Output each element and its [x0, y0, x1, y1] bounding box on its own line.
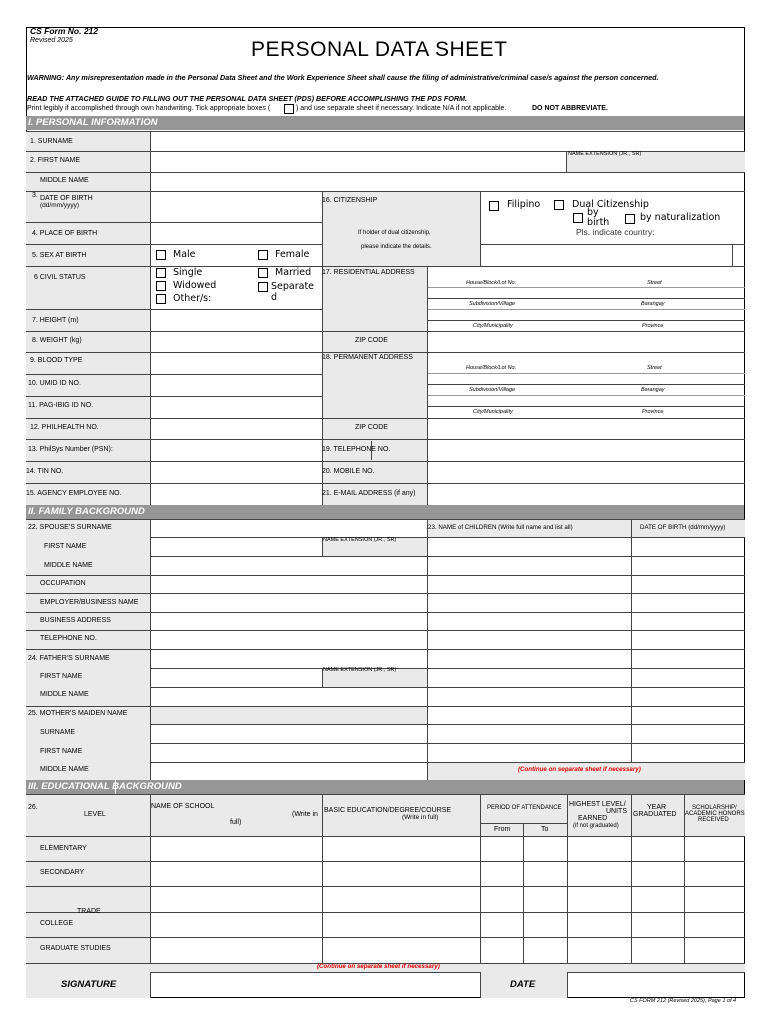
label-highest-a: HIGHEST LEVEL/ — [569, 801, 626, 808]
civil-married-label: Married — [275, 267, 312, 278]
label-place-of-birth: 4. PLACE OF BIRTH — [32, 230, 98, 237]
label-mobile: 20. MOBILE NO. — [322, 468, 375, 475]
label-school-note-b: full) — [230, 819, 242, 826]
citizenship-dual-checkbox[interactable] — [554, 200, 564, 210]
label-employer: EMPLOYER/BUSINESS NAME — [40, 599, 139, 606]
label-secondary: SECONDARY — [40, 869, 85, 876]
label-surname: 1. SURNAME — [30, 138, 73, 145]
perm-subdivision-label: Subdivision/Village — [469, 387, 516, 393]
rule-v — [322, 191, 323, 505]
label-from: From — [494, 826, 511, 833]
citizenship-naturalization-label: by naturalization — [640, 212, 721, 223]
civil-others-label: Other/s: — [173, 293, 212, 304]
label-honors-b: ACADEMIC HONORS — [685, 811, 745, 817]
label-course-note: (Write in full) — [402, 814, 439, 821]
civil-single-checkbox[interactable] — [156, 268, 166, 278]
civil-others-checkbox[interactable] — [156, 294, 166, 304]
label-mother-first-name: FIRST NAME — [40, 748, 83, 755]
country-clip — [570, 227, 670, 237]
label-year-b: GRADUATED — [633, 811, 677, 818]
citizenship-note-2: please indicate the details. — [361, 244, 432, 250]
address-subline — [427, 384, 745, 385]
label-weight: 8. WEIGHT (kg) — [32, 337, 82, 344]
rule — [26, 309, 322, 310]
civil-widowed-label: Widowed — [173, 280, 217, 291]
rule — [26, 937, 745, 938]
label-period: PERIOD OF ATTENDANCE — [487, 805, 562, 811]
label-school-note-a: (Write in — [292, 811, 318, 818]
label-permanent-address: 18. PERMANENT ADDRESS — [322, 354, 413, 361]
label-father-middle-name: MIDDLE NAME — [40, 691, 89, 698]
civil-status-divider — [222, 266, 322, 267]
civil-separated-clip — [271, 280, 321, 308]
address-subline — [427, 309, 745, 310]
form-number: CS Form No. 212 — [30, 26, 99, 36]
label-umid: 10. UMID ID NO. — [28, 380, 81, 387]
label-philhealth: 12. PHILHEALTH NO. — [30, 424, 99, 431]
label-email: 21. E-MAIL ADDRESS (if any) — [322, 490, 416, 497]
perm-city-label: City/Municipality — [473, 409, 513, 415]
rule — [26, 706, 745, 707]
instruction-text-b: ) and use separate sheet if necessary. Indicate N/A if not applicable. — [296, 105, 507, 112]
rule — [26, 191, 745, 192]
rule — [480, 244, 745, 245]
res-province-label: Province — [642, 323, 664, 329]
civil-married-checkbox[interactable] — [258, 268, 268, 278]
rule — [26, 374, 322, 375]
rule-v — [684, 794, 685, 963]
sample-checkbox — [284, 104, 294, 114]
perm-house-label: House/Block/Lot No. — [466, 365, 517, 371]
citizenship-filipino-checkbox[interactable] — [489, 201, 499, 211]
label-philsys: 13. PhilSys Number (PSN): — [28, 446, 113, 453]
rule — [26, 352, 745, 353]
rule — [150, 668, 745, 669]
label-occupation: OCCUPATION — [40, 580, 86, 587]
section-header-mark — [115, 780, 116, 794]
civil-status-clip-1 — [150, 267, 321, 278]
label-dob-number: 3. — [32, 192, 38, 199]
label-first-name: 2. FIRST NAME — [30, 157, 81, 164]
rule — [26, 131, 745, 132]
rule — [26, 331, 745, 332]
rule-v — [523, 823, 524, 963]
rule — [150, 762, 745, 763]
rule-v — [566, 151, 567, 172]
label-children: 23. NAME of CHILDREN (Write full name and list all) — [428, 524, 573, 531]
rule — [26, 461, 745, 462]
label-zip-residential: ZIP CODE — [355, 337, 388, 344]
label-spouse-first-name: FIRST NAME — [44, 543, 87, 550]
label-education-number: 26. — [28, 804, 38, 811]
rule — [26, 266, 745, 267]
rule-v — [631, 794, 632, 963]
res-subdivision-label: Subdivision/Village — [469, 301, 516, 307]
label-pagibig: 11. PAG-IBIG ID NO. — [28, 402, 94, 409]
by-birth-clip — [586, 207, 616, 229]
rule-v — [567, 794, 568, 963]
instruction-text-c: DO NOT ABBREVIATE. — [532, 105, 608, 112]
label-course: BASIC EDUCATION/DEGREE/COURSE — [324, 807, 452, 814]
label-school: NAME OF SCHOOL — [151, 803, 215, 810]
label-spouse-middle-name: MIDDLE NAME — [44, 562, 93, 569]
rule-v — [150, 131, 151, 505]
label-signature: SIGNATURE — [61, 979, 117, 990]
trade-clip — [60, 907, 120, 915]
perm-barangay-label: Barangay — [641, 387, 665, 393]
label-honors-c: RECEIVED — [698, 817, 729, 823]
address-subline — [427, 298, 745, 299]
address-subline — [427, 395, 745, 396]
rule — [26, 612, 745, 613]
label-level: LEVEL — [84, 811, 106, 818]
family-continue-note: (Continue on separate sheet if necessary) — [518, 766, 641, 773]
instruction-text-a: Print legibly if accomplished through own handwriting. Tick appropriate boxes ( — [27, 105, 271, 112]
rule — [26, 519, 745, 520]
label-business-address: BUSINESS ADDRESS — [40, 617, 111, 624]
rule — [150, 687, 745, 688]
guide-text: READ THE ATTACHED GUIDE TO FILLING OUT THE PERSONAL DATA SHEET (PDS) BEFORE ACCOMPLISHING THE PDS FORM. — [27, 94, 468, 103]
label-height: 7. HEIGHT (m) — [32, 317, 79, 324]
address-subline — [427, 320, 745, 321]
section-family-background: II. FAMILY BACKGROUND — [26, 505, 744, 519]
citizenship-country-label: Pls. indicate country: — [576, 227, 655, 237]
label-citizenship: 16. CITIZENSHIP — [322, 197, 378, 204]
label-middle-name: MIDDLE NAME — [40, 177, 89, 184]
sex-female-checkbox[interactable] — [258, 250, 268, 260]
res-barangay-label: Barangay — [641, 301, 665, 307]
label-mother-maiden: 25. MOTHER'S MAIDEN NAME — [28, 710, 128, 717]
label-father-surname: 24. FATHER'S SURNAME — [28, 655, 110, 662]
res-city-label: City/Municipality — [473, 323, 513, 329]
citizenship-by-birth-label: by birth — [587, 207, 610, 228]
rule — [150, 724, 745, 725]
citizenship-by-birth-checkbox[interactable] — [573, 213, 583, 223]
rule — [26, 396, 322, 397]
rule — [26, 912, 745, 913]
rule — [150, 743, 745, 744]
rule-v — [427, 266, 428, 505]
res-street-label: Street — [647, 280, 662, 286]
rule — [26, 244, 322, 245]
rule — [26, 649, 745, 650]
label-father-name-ext: NAME EXTENSION (JR., SR) — [323, 667, 397, 673]
label-date: DATE — [510, 979, 536, 990]
label-trade: TRADE — [77, 908, 101, 915]
rule — [26, 222, 322, 223]
civil-separated-checkbox[interactable] — [258, 282, 268, 292]
rule — [26, 483, 745, 484]
address-subline — [427, 287, 745, 288]
rule-v — [732, 244, 733, 266]
label-highest-c: EARNED — [578, 815, 608, 822]
label-year-a: YEAR — [647, 804, 667, 811]
label-spouse-telephone: TELEPHONE NO. — [40, 635, 97, 642]
label-honors-a: SCHOLARSHIP/ — [692, 805, 737, 811]
label-mother-surname: SURNAME — [40, 729, 76, 736]
perm-province-label: Province — [642, 409, 664, 415]
page-footer: CS FORM 212 (Revised 2025), Page 1 of 4 — [630, 998, 737, 1004]
label-name-extension: NAME EXTENSION (JR., SR) — [568, 151, 642, 157]
rule-v — [150, 519, 151, 780]
sex-male-checkbox[interactable] — [156, 250, 166, 260]
signature-field[interactable] — [151, 973, 479, 997]
rule-v — [427, 519, 428, 780]
section-educational-background: III. EDUCATIONAL BACKGROUND — [26, 780, 744, 794]
label-telephone: 19. TELEPHONE NO. — [322, 446, 391, 453]
label-elementary: ELEMENTARY — [40, 845, 87, 852]
label-graduate-studies: GRADUATE STUDIES — [40, 945, 111, 952]
mother-label-bg — [150, 706, 427, 724]
rule-v — [150, 794, 151, 963]
label-children-dob: DATE OF BIRTH (dd/mm/yyyy) — [640, 524, 726, 531]
label-dob-format: (dd/mm/yyyy) — [40, 202, 79, 209]
label-residential-address: 17. RESIDENTIAL ADDRESS — [322, 269, 415, 276]
civil-separated-label: Separated — [271, 281, 315, 303]
address-subline — [427, 406, 745, 407]
label-blood-type: 9. BLOOD TYPE — [30, 357, 83, 364]
label-agency-no: 15. AGENCY EMPLOYEE NO. — [26, 490, 122, 497]
rule — [26, 418, 745, 419]
civil-widowed-checkbox[interactable] — [156, 281, 166, 291]
rule — [26, 575, 745, 576]
rule — [26, 593, 745, 594]
address-subline — [427, 373, 745, 374]
label-sex: 5. SEX AT BIRTH — [32, 252, 87, 259]
rule-v — [480, 972, 481, 998]
rule — [26, 836, 745, 837]
sex-male-label: Male — [173, 249, 196, 260]
label-dob: DATE OF BIRTH — [40, 195, 93, 202]
sex-female-label: Female — [275, 249, 310, 260]
label-spouse-name-ext: NAME EXTENSION (JR., SR) — [323, 537, 397, 543]
education-continue-note: (Continue on separate sheet if necessary) — [317, 963, 440, 970]
date-field[interactable] — [568, 973, 744, 997]
perm-street-label: Street — [647, 365, 662, 371]
label-father-first-name: FIRST NAME — [40, 673, 83, 680]
telephone-mark — [371, 441, 372, 460]
label-highest-b: UNITS — [606, 808, 627, 815]
rule — [26, 794, 745, 795]
civil-single-label: Single — [173, 267, 203, 278]
citizenship-filipino-label: Filipino — [507, 199, 541, 210]
label-civil-status: 6 CIVIL STATUS — [34, 274, 86, 281]
citizenship-country-field[interactable] — [482, 246, 732, 265]
citizenship-dual-label: Dual Citizenship — [572, 199, 649, 210]
rule — [150, 537, 745, 538]
rule — [26, 172, 745, 173]
rule-v — [480, 191, 481, 266]
revised-date: Revised 2025 — [30, 37, 73, 44]
rule — [26, 861, 745, 862]
label-tin: 14. TIN NO. — [26, 468, 64, 475]
label-mother-middle-name: MIDDLE NAME — [40, 766, 89, 773]
label-zip-permanent: ZIP CODE — [355, 424, 388, 431]
rule — [150, 556, 745, 557]
rule — [26, 439, 745, 440]
warning-text: WARNING: Any misrepresentation made in the Personal Data Sheet and the Work Experience Sheet shall cause the filing of administrative/criminal case/s against the person concerned. — [27, 73, 659, 82]
rule-v — [631, 519, 632, 762]
label-highest-d: (if not graduated) — [573, 823, 619, 829]
page-title: PERSONAL DATA SHEET — [251, 38, 508, 61]
rule-v — [322, 794, 323, 963]
rule — [26, 630, 745, 631]
section-personal-information: I. PERSONAL INFORMATION — [26, 116, 744, 130]
rule — [26, 886, 745, 887]
citizenship-naturalization-checkbox[interactable] — [625, 214, 635, 224]
rule-v — [480, 794, 481, 963]
res-house-label: House/Block/Lot No. — [466, 280, 517, 286]
citizenship-note-1: If holder of dual citizenship, — [358, 230, 431, 236]
label-college: COLLEGE — [40, 920, 74, 927]
label-spouse-surname: 22. SPOUSE'S SURNAME — [28, 524, 112, 531]
label-to: To — [541, 826, 549, 833]
